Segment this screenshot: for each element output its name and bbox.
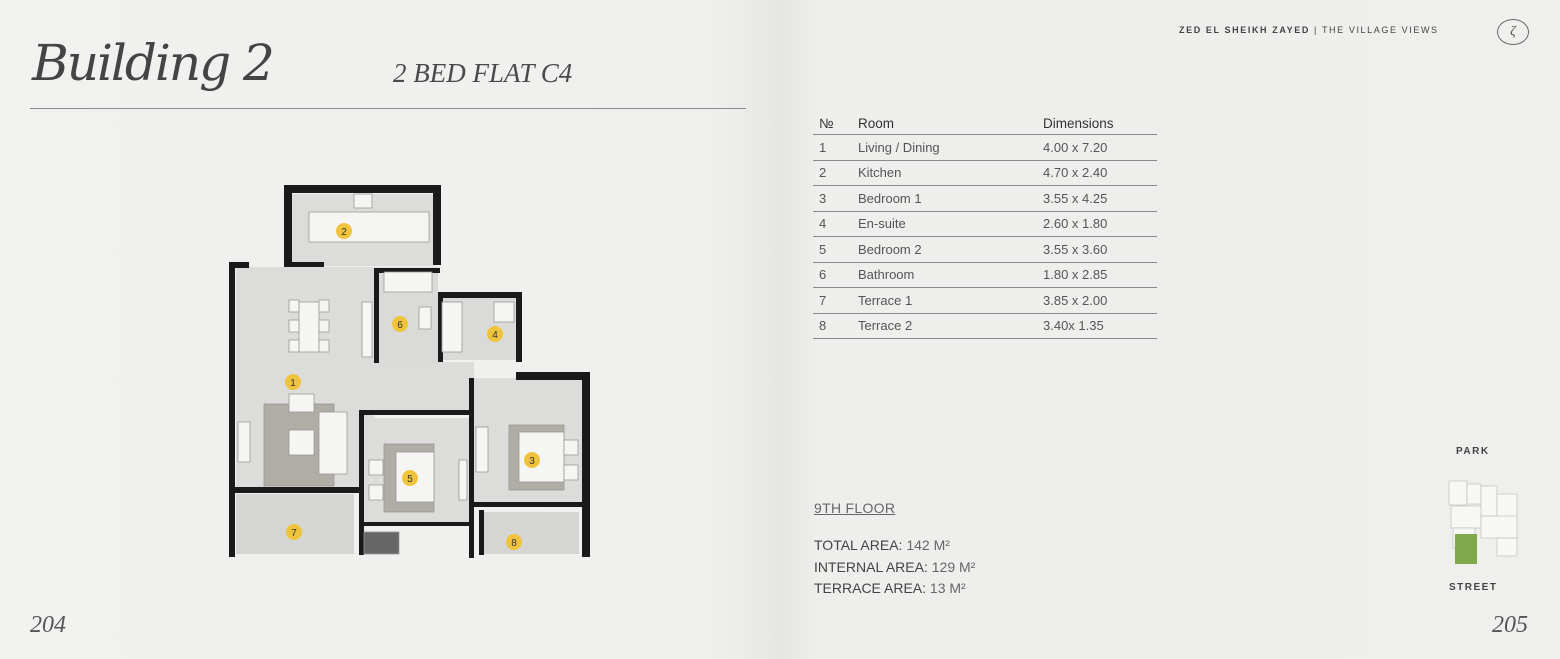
title-divider	[30, 108, 746, 109]
left-page	[0, 0, 779, 659]
col-number: №	[813, 112, 852, 135]
row-room: Bedroom 2	[852, 237, 1037, 263]
row-number: 6	[813, 262, 852, 288]
area-label: INTERNAL AREA:	[814, 558, 928, 575]
area-summary	[814, 535, 975, 600]
room-marker-8	[506, 534, 522, 550]
row-dimensions: 4.00 x 7.20	[1037, 135, 1157, 161]
row-room: Living / Dining	[852, 135, 1037, 161]
row-number: 8	[813, 313, 852, 339]
svg-text:8: 8	[511, 538, 517, 549]
row-room: Terrace 1	[852, 288, 1037, 314]
table-row	[813, 135, 1157, 161]
row-dimensions: 1.80 x 2.85	[1037, 262, 1157, 288]
row-number: 2	[813, 160, 852, 186]
area-label: TERRACE AREA:	[814, 580, 927, 596]
keyplan-park-label: PARK	[1456, 446, 1490, 457]
row-dimensions: 2.60 x 1.80	[1037, 211, 1157, 237]
row-dimensions: 3.55 x 3.60	[1037, 237, 1157, 263]
row-room: Terrace 2	[852, 313, 1037, 339]
table-row	[813, 160, 1157, 186]
row-dimensions: 3.55 x 4.25	[1037, 186, 1157, 212]
svg-text:6: 6	[397, 320, 403, 331]
table-header-row	[813, 112, 1157, 135]
terrace-area	[814, 578, 975, 600]
row-number: 1	[813, 135, 852, 161]
col-dimensions: Dimensions	[1037, 112, 1157, 135]
room-marker-3	[524, 452, 540, 468]
room-dimensions-table	[813, 112, 1157, 339]
table-row	[813, 186, 1157, 212]
room-marker-2	[336, 223, 352, 239]
flat-type-title: 2 BED FLAT C4	[393, 58, 573, 88]
room-marker-1	[285, 374, 301, 390]
area-value: 13 M²	[929, 580, 966, 596]
table-row	[813, 288, 1157, 314]
area-label: TOTAL AREA:	[814, 537, 903, 553]
keyplan-highlight	[1455, 534, 1477, 564]
col-room: Room	[852, 112, 1037, 135]
row-dimensions: 4.70 x 2.40	[1037, 160, 1157, 186]
floor-label: 9TH FLOOR	[814, 500, 896, 516]
row-number: 3	[813, 186, 852, 212]
room-marker-7	[286, 524, 302, 540]
page-number-left: 204	[30, 612, 66, 638]
row-room: En-suite	[852, 211, 1037, 237]
running-header	[1179, 25, 1439, 35]
header-separator: |	[1314, 25, 1318, 35]
total-area	[814, 535, 975, 557]
building-title: Building 2	[32, 34, 273, 92]
svg-text:2: 2	[341, 227, 347, 238]
svg-text:7: 7	[291, 528, 297, 539]
row-dimensions: 3.85 x 2.00	[1037, 288, 1157, 314]
row-room: Kitchen	[852, 160, 1037, 186]
internal-area	[814, 557, 975, 579]
svg-text:3: 3	[529, 456, 535, 467]
row-number: 4	[813, 211, 852, 237]
row-room: Bathroom	[852, 262, 1037, 288]
table-row	[813, 211, 1157, 237]
area-value: 142 M²	[906, 537, 950, 553]
keyplan-street-label: STREET	[1449, 582, 1498, 593]
svg-text:5: 5	[407, 474, 413, 485]
row-number: 5	[813, 237, 852, 263]
table-row	[813, 237, 1157, 263]
brand-name: ZED EL SHEIKH ZAYED	[1179, 25, 1310, 35]
project-name: THE VILLAGE VIEWS	[1321, 25, 1439, 35]
page-number-right: 205	[1492, 612, 1528, 638]
svg-text:1: 1	[290, 378, 296, 389]
row-number: 7	[813, 288, 852, 314]
area-value: 129 M²	[931, 558, 976, 575]
key-plan	[1445, 476, 1523, 566]
right-page	[779, 0, 1560, 659]
row-dimensions: 3.40x 1.35	[1037, 313, 1157, 339]
room-marker-5	[402, 470, 418, 486]
svg-text:4: 4	[492, 330, 498, 341]
table-row	[813, 313, 1157, 339]
room-marker-4	[487, 326, 503, 342]
table-row	[813, 262, 1157, 288]
row-room: Bedroom 1	[852, 186, 1037, 212]
room-marker-6	[392, 316, 408, 332]
monogram-logo: ζ	[1497, 19, 1529, 45]
floor-plan	[224, 182, 594, 562]
